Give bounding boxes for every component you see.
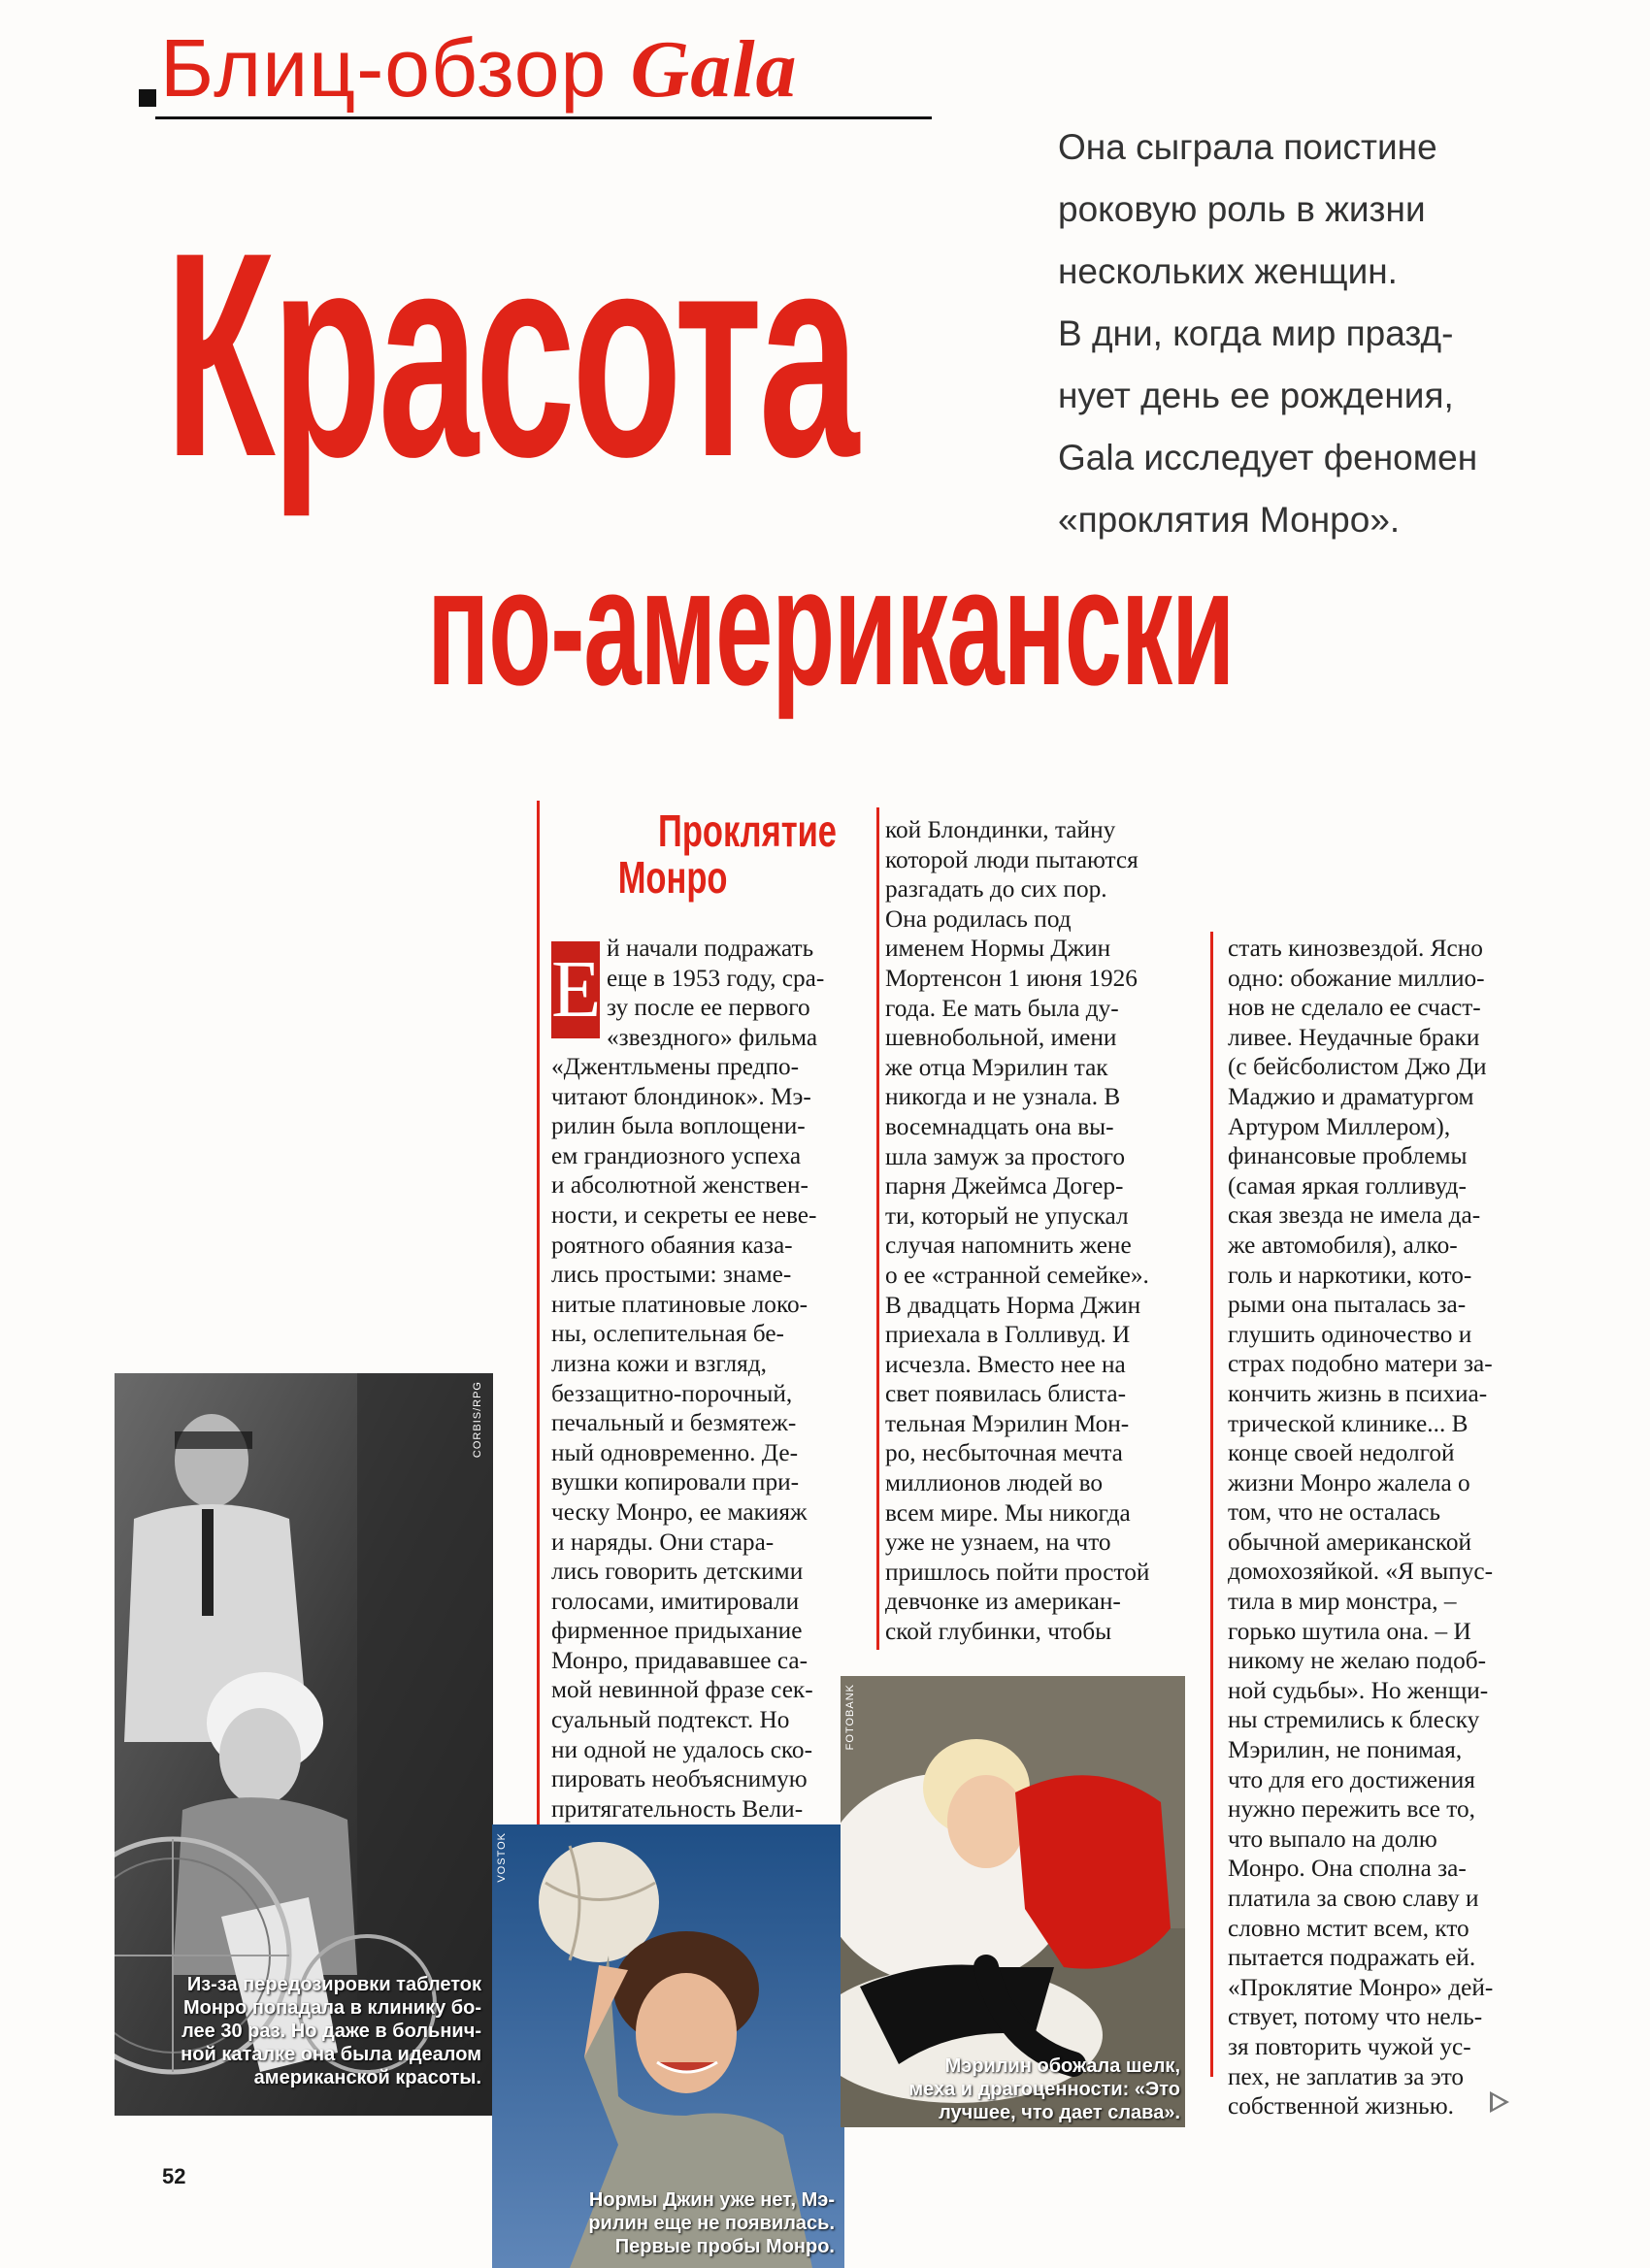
text-line: Мэрилин, не понимая, xyxy=(1228,1736,1463,1764)
text-line: «Проклятие Монро» дей- xyxy=(1228,1973,1494,2001)
column-rule xyxy=(876,807,879,1650)
caption-line: рилин еще не появилась. xyxy=(588,2213,835,2234)
text-line: пех, не заплатив за это xyxy=(1228,2062,1465,2090)
text-line: й начали подражать xyxy=(607,935,814,962)
text-line: свет появилась блиста- xyxy=(885,1380,1127,1408)
text-line: миллионов людей во xyxy=(885,1469,1104,1497)
lead-line: Она сыграла поистине xyxy=(1058,127,1437,167)
text-line: зя повторить чужой ус- xyxy=(1228,2032,1471,2060)
text-line: именем Нормы Джин xyxy=(885,935,1111,963)
text-line: конце своей недолгой xyxy=(1228,1439,1455,1467)
text-line: читают блондинок». Мэ- xyxy=(551,1082,811,1110)
text-line: финансовые проблемы xyxy=(1228,1142,1468,1170)
text-line: рыми она пыталась за- xyxy=(1228,1291,1467,1319)
lead-paragraph xyxy=(1058,116,1543,551)
subhead-line: Проклятие xyxy=(658,805,837,856)
text-line: и абсолютной женствен- xyxy=(551,1171,808,1200)
column-1-intro xyxy=(607,934,840,1052)
text-line: притягательность Вели- xyxy=(551,1794,804,1823)
text-line: платила за свою славу и xyxy=(1228,1885,1479,1912)
text-line: Мортенсон 1 июня 1926 xyxy=(885,964,1138,992)
caption-line: Из-за передозировки таблеток xyxy=(186,1974,481,1995)
text-line: ро, несбыточная мечта xyxy=(885,1439,1123,1467)
text-line: стать кинозвездой. Ясно xyxy=(1228,935,1483,962)
text-line: горько шутила она. – И xyxy=(1228,1617,1471,1645)
text-line: лизна кожи и взгляд, xyxy=(551,1349,767,1377)
text-line: ти, который не упускал xyxy=(885,1201,1129,1230)
text-line: еще в 1953 году, сра- xyxy=(607,964,825,992)
text-line: мой невинной фразе сек- xyxy=(551,1676,813,1704)
text-line: том, что не осталась xyxy=(1228,1498,1440,1527)
caption-line: американской красоты. xyxy=(253,2067,481,2088)
rubric-marker xyxy=(139,89,156,107)
caption-line: лее 30 раз. Но даже в больнич- xyxy=(182,2021,481,2042)
text-line: лись говорить детскими xyxy=(551,1558,804,1586)
caption-line: ной каталке она была идеалом xyxy=(181,2044,481,2065)
text-line: пришлось пойти простой xyxy=(885,1558,1150,1586)
text-line: беззащитно-порочный, xyxy=(551,1379,793,1407)
text-line: обычной американской xyxy=(1228,1528,1472,1556)
photo-silk xyxy=(841,1676,1185,2127)
text-line: одно: обожание миллио- xyxy=(1228,964,1485,992)
column-2-body xyxy=(885,815,1181,1647)
text-line: «Джентльмены предпо- xyxy=(551,1053,800,1080)
caption-line: Мэрилин обожала шелк, xyxy=(944,2055,1180,2077)
text-line: (самая яркая голливуд- xyxy=(1228,1171,1467,1200)
text-line: собственной жизнью. xyxy=(1228,2092,1454,2120)
text-line: роятного обаяния каза- xyxy=(551,1231,793,1259)
subhead-line: Монро xyxy=(617,852,728,903)
text-line: фирменное придыхание xyxy=(551,1617,803,1645)
photo-caption xyxy=(502,2188,835,2258)
headline-line2: по-американски xyxy=(427,534,1235,720)
text-line: глушить одиночество и xyxy=(1228,1320,1472,1348)
text-line: (с бейсболистом Джо Ди xyxy=(1228,1053,1487,1081)
caption-line: Монро попадала в клинику бо- xyxy=(182,1997,481,2019)
text-line: о ее «странной семейке». xyxy=(885,1261,1149,1289)
text-line: жизни Монро жалела о xyxy=(1228,1468,1470,1496)
text-line: случая напомнить жене xyxy=(885,1232,1132,1260)
text-line: что выпало на долю xyxy=(1228,1824,1437,1853)
rubric-underline xyxy=(155,116,932,119)
text-line: зу после ее первого xyxy=(607,994,810,1022)
text-line: всем мире. Мы никогда xyxy=(885,1498,1131,1527)
text-line: Маджио и драматургом xyxy=(1228,1082,1474,1110)
text-line: никому не желаю подоб- xyxy=(1228,1647,1487,1675)
text-line: ни одной не удалось ско- xyxy=(551,1735,813,1763)
text-line: суальный подтекст. Но xyxy=(551,1706,790,1734)
text-line: голосами, имитировали xyxy=(551,1587,800,1615)
text-line: Монро, придававшее са- xyxy=(551,1646,808,1674)
column-1-body xyxy=(551,1052,842,1824)
text-line: ская звезда не имела да- xyxy=(1228,1201,1481,1230)
text-line: которой люди пытаются xyxy=(885,845,1138,873)
text-line: же автомобиля), алко- xyxy=(1228,1231,1458,1259)
continue-arrow-icon xyxy=(1490,2091,1509,2113)
rubric-title xyxy=(160,22,798,115)
photo-caption xyxy=(124,1973,481,2089)
text-line: тила в мир монстра, – xyxy=(1228,1588,1457,1616)
caption-line: меха и драгоценности: «Это xyxy=(908,2079,1180,2100)
text-line: рилин была воплощени- xyxy=(551,1112,806,1140)
text-line: Артуром Миллером), xyxy=(1228,1112,1451,1140)
text-line: лись простыми: знаме- xyxy=(551,1261,792,1289)
text-line: восемнадцать она вы- xyxy=(885,1112,1114,1140)
text-line: кой Блондинки, тайну xyxy=(885,816,1116,843)
caption-line: Первые пробы Монро. xyxy=(614,2236,835,2257)
text-line: ны, ослепительная бе- xyxy=(551,1320,784,1348)
text-line: нужно пережить все то, xyxy=(1228,1795,1475,1824)
page-number: 52 xyxy=(162,2164,186,2188)
text-line: Она родилась под xyxy=(885,904,1072,933)
text-line: тельная Мэрилин Мон- xyxy=(885,1409,1130,1437)
column-3-body xyxy=(1228,934,1514,2121)
text-line: «звездного» фильма xyxy=(607,1023,818,1051)
lead-line: нескольких женщин. xyxy=(1058,251,1398,291)
lead-line: Gala исследует феномен xyxy=(1058,438,1478,477)
column-rule xyxy=(1210,932,1213,2077)
text-line: ческу Монро, ее макияж xyxy=(551,1497,808,1526)
photo-credit: FOTOBANK xyxy=(844,1684,856,1751)
text-line: печальный и безмятеж- xyxy=(551,1409,797,1437)
text-line: шла замуж за простого xyxy=(885,1142,1126,1170)
text-line: Монро. Она сполна за- xyxy=(1228,1855,1467,1883)
text-line: никогда и не узнала. В xyxy=(885,1083,1121,1111)
text-line: ности, и секреты ее неве- xyxy=(551,1200,817,1229)
text-line: ны стремились к блеску xyxy=(1228,1706,1480,1734)
text-line: ной судьбы». Но женщи- xyxy=(1228,1676,1489,1704)
text-line: домохозяйкой. «Я выпус- xyxy=(1228,1558,1494,1586)
lead-line: «проклятия Монро». xyxy=(1058,500,1401,540)
drop-cap: Е xyxy=(551,941,600,1038)
photo-credit: CORBIS/RPG xyxy=(472,1381,483,1459)
rubric-prefix: Блиц-обзор xyxy=(160,22,608,114)
text-line: ствует, потому что нель- xyxy=(1228,2003,1483,2031)
lead-line: нует день ее рождения, xyxy=(1058,376,1454,415)
text-line: и наряды. Они стара- xyxy=(551,1528,775,1556)
text-line: приехала в Голливуд. И xyxy=(885,1321,1131,1349)
text-line: шевнобольной, имени xyxy=(885,1024,1117,1052)
text-line: исчезла. Вместо нее на xyxy=(885,1350,1126,1378)
text-line: года. Ее мать была ду- xyxy=(885,994,1119,1022)
text-line: нитые платиновые локо- xyxy=(551,1290,808,1318)
caption-line: лучшее, что дает слава». xyxy=(939,2102,1180,2123)
text-line: девчонке из американ- xyxy=(885,1588,1121,1616)
text-line: словно мстит всем, кто xyxy=(1228,1914,1469,1942)
caption-line: Нормы Джин уже нет, Мэ- xyxy=(588,2189,835,2211)
lead-line: роковую роль в жизни xyxy=(1058,189,1426,229)
headline-line1: Красота xyxy=(165,191,856,517)
photo-volleyball xyxy=(492,1824,844,2268)
text-line: же отца Мэрилин так xyxy=(885,1053,1108,1081)
column-rule xyxy=(537,801,540,1824)
text-line: ливее. Неудачные браки xyxy=(1228,1023,1480,1051)
text-line: ный одновременно. Де- xyxy=(551,1438,799,1466)
text-line: что для его достижения xyxy=(1228,1765,1475,1793)
text-line: ем грандиозного успеха xyxy=(551,1141,802,1169)
text-line: вушки копировали при- xyxy=(551,1468,800,1496)
text-line: страх подобно матери за- xyxy=(1228,1350,1493,1378)
text-line: пировать необъяснимую xyxy=(551,1765,808,1793)
photo-caption xyxy=(850,2054,1180,2124)
text-line: В двадцать Норма Джин xyxy=(885,1291,1141,1319)
photo-wheelchair xyxy=(115,1373,493,2116)
photo-credit: VOSTOK xyxy=(496,1832,508,1883)
text-line: нов не сделало ее счаст- xyxy=(1228,994,1481,1022)
text-line: кончить жизнь в психиа- xyxy=(1228,1379,1488,1407)
lead-line: В дни, когда мир празд- xyxy=(1058,313,1454,353)
text-line: разгадать до сих пор. xyxy=(885,875,1107,904)
text-line: уже не узнаем, на что xyxy=(885,1528,1111,1557)
text-line: голь и наркотики, кото- xyxy=(1228,1261,1472,1289)
text-line: пытается подражать ей. xyxy=(1228,1944,1476,1972)
section-subhead xyxy=(614,807,837,901)
text-line: парня Джеймса Догер- xyxy=(885,1172,1124,1200)
text-line: трической клинике... В xyxy=(1228,1409,1468,1437)
text-line: ской глубинки, чтобы xyxy=(885,1618,1112,1646)
rubric-brand: Gala xyxy=(630,24,798,115)
